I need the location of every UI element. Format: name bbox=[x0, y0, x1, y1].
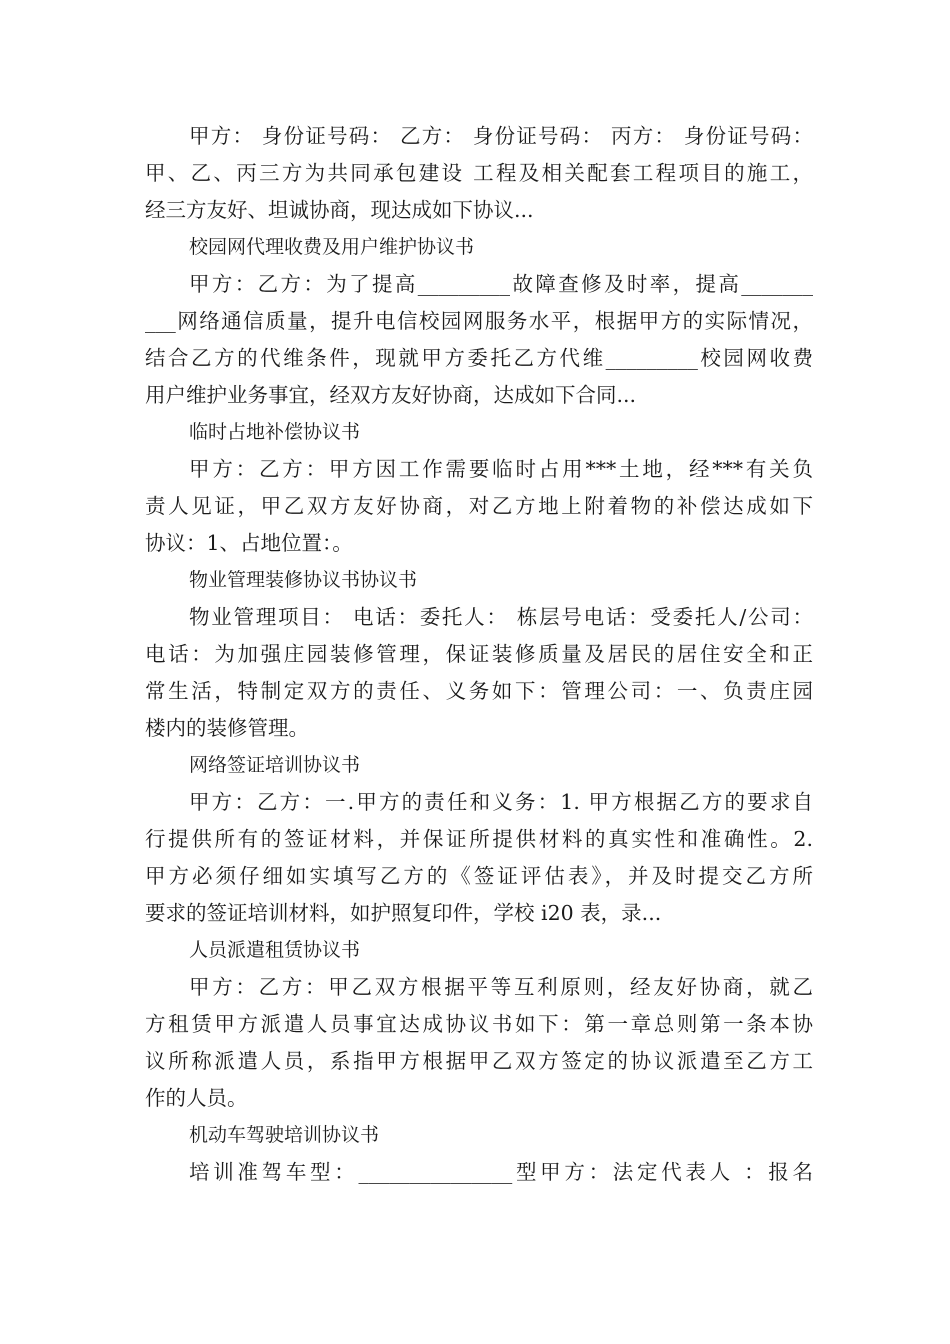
paragraph-line: 要求的签证培训材料，如护照复印件，学校 i20 表，录... bbox=[145, 901, 662, 925]
paragraph-line: 楼内的装修管理。 bbox=[145, 716, 309, 740]
section-heading: 网络签证培训协议书 bbox=[189, 754, 361, 776]
agreement-section-visa-training bbox=[145, 747, 813, 932]
agreement-section-land-compensation bbox=[145, 414, 813, 562]
paragraph-line: 甲、乙、丙三方为共同承包建设 工程及相关配套工程项目的施工， bbox=[145, 161, 813, 185]
paragraph-line: 用户维护业务事宜，经双方友好协商，达成如下合同... bbox=[145, 383, 637, 407]
section-heading: 机动车驾驶培训协议书 bbox=[189, 1124, 380, 1146]
document-page bbox=[145, 118, 813, 1191]
paragraph-line: 作的人员。 bbox=[145, 1086, 248, 1110]
paragraph-line: 常生活，特制定双方的责任、义务如下：管理公司：一、负责庄园 bbox=[145, 679, 813, 703]
paragraph-line: 行提供所有的签证材料，并保证所提供材料的真实性和准确性。2. bbox=[145, 827, 813, 851]
section-heading: 人员派遣租赁协议书 bbox=[189, 939, 361, 961]
paragraph-line: 甲方：乙方：甲方因工作需要临时占用***土地，经***有关负 bbox=[189, 457, 813, 481]
paragraph-line: 甲方： 身份证号码： 乙方： 身份证号码： 丙方： 身份证号码： bbox=[189, 124, 813, 148]
paragraph-line: 经三方友好、坦诚协商，现达成如下协议... bbox=[145, 198, 534, 222]
paragraph-line: 方租赁甲方派遣人员事宜达成协议书如下：第一章总则第一条本协 bbox=[145, 1012, 813, 1036]
paragraph-line: 议所称派遣人员，系指甲方根据甲乙双方签定的协议派遣至乙方工 bbox=[145, 1049, 813, 1073]
agreement-section-property-renovation bbox=[145, 562, 813, 747]
paragraph-line: 电话：为加强庄园装修管理，保证装修质量及居民的居住安全和正 bbox=[145, 642, 813, 666]
section-heading: 物业管理装修协议书协议书 bbox=[189, 569, 418, 591]
agreement-section-joint-contract bbox=[145, 118, 813, 229]
paragraph-line: 甲方：乙方：甲乙双方根据平等互利原则，经友好协商，就乙 bbox=[189, 975, 813, 999]
section-heading: 临时占地补偿协议书 bbox=[189, 421, 361, 443]
agreement-section-staff-dispatch bbox=[145, 932, 813, 1117]
paragraph-line: 甲方：乙方：为了提高_________故障查修及时率，提高_______ bbox=[189, 272, 813, 296]
paragraph-line: 结合乙方的代维条件，现就甲方委托乙方代维_________校园网收费 bbox=[145, 346, 813, 370]
paragraph-line: 甲方必须仔细如实填写乙方的《签证评估表》，并及时提交乙方所 bbox=[145, 864, 813, 888]
agreement-section-campus-network bbox=[145, 229, 813, 414]
paragraph-line: 甲方：乙方：一.甲方的责任和义务：1. 甲方根据乙方的要求自 bbox=[189, 790, 813, 814]
paragraph-line: 协议：1、占地位置：。 bbox=[145, 531, 353, 555]
agreement-section-driving-training bbox=[145, 1117, 813, 1191]
paragraph-line: 物业管理项目： 电话：委托人： 栋层号电话：受委托人/公司： bbox=[189, 605, 813, 629]
paragraph-line: ___网络通信质量，提升电信校园网服务水平，根据甲方的实际情况， bbox=[145, 309, 813, 333]
section-heading: 校园网代理收费及用户维护协议书 bbox=[189, 236, 475, 258]
paragraph-line: 培训准驾车型：_______________型甲方：法定代表人 ：报名 bbox=[189, 1160, 813, 1184]
paragraph-line: 责人见证，甲乙双方友好协商，对乙方地上附着物的补偿达成如下 bbox=[145, 494, 813, 518]
